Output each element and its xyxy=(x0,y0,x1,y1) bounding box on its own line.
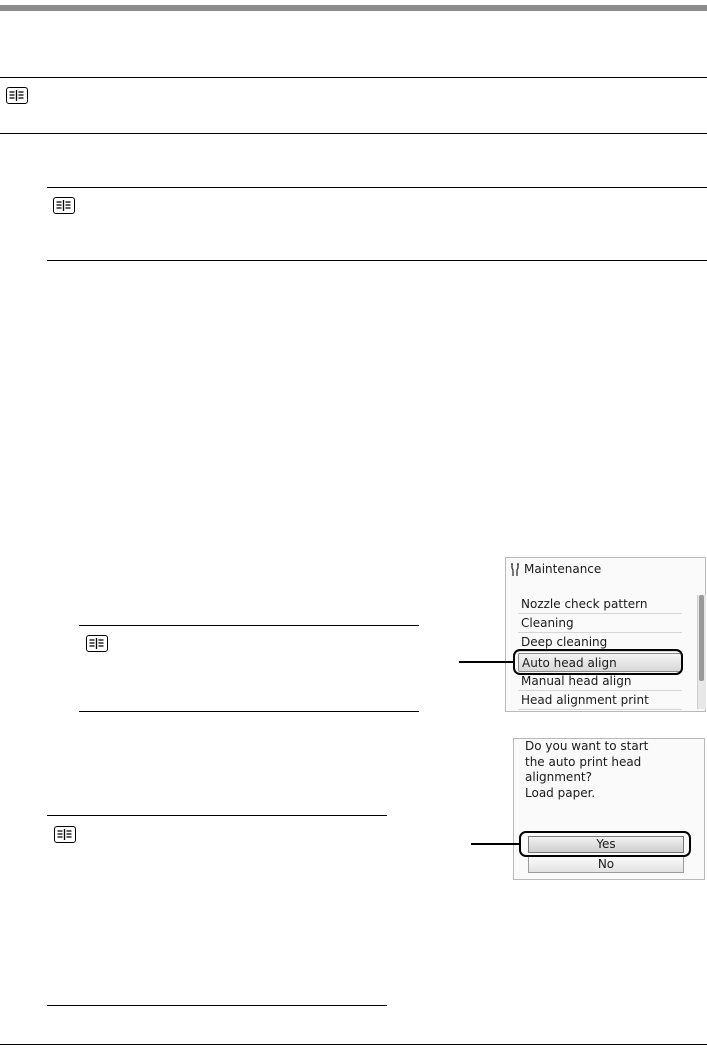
message-line: the auto print head xyxy=(525,754,642,769)
note-rule-bottom xyxy=(79,711,419,712)
confirm-message xyxy=(525,739,648,801)
note-book-icon xyxy=(86,635,108,652)
scroll-thumb[interactable] xyxy=(699,595,704,681)
note-rule-bottom xyxy=(47,260,707,261)
selection-callout xyxy=(513,649,683,675)
note-rule-top xyxy=(0,77,707,78)
menu-item-deep-cleaning[interactable]: Deep cleaning xyxy=(518,633,682,652)
note-book-icon xyxy=(53,197,75,214)
footer-rule xyxy=(0,1044,707,1045)
menu-item-nozzle-check[interactable]: Nozzle check pattern xyxy=(518,595,682,614)
note-book-icon xyxy=(54,826,76,843)
scrollbar[interactable] xyxy=(697,595,706,709)
menu-item-auto-head-align[interactable]: Auto head align xyxy=(518,653,682,672)
yes-callout xyxy=(519,831,691,857)
note-rule-bottom xyxy=(47,1005,387,1006)
note-rule-top xyxy=(47,815,387,816)
note-rule-top xyxy=(79,625,419,626)
menu-item-manual-head-align[interactable]: Manual head align xyxy=(518,672,682,691)
wrench-icon xyxy=(509,562,521,581)
note-rule-top xyxy=(47,187,707,188)
message-line: alignment? xyxy=(525,770,592,784)
note-rule-bottom xyxy=(0,133,707,134)
menu-item-head-alignment-print[interactable]: Head alignment print xyxy=(518,691,682,710)
yes-button[interactable]: Yes xyxy=(528,836,684,853)
header-band xyxy=(0,5,707,11)
message-line: Load paper. xyxy=(525,785,596,800)
callout-leader-line xyxy=(471,843,519,845)
callout-leader-line xyxy=(459,661,513,663)
confirm-screen xyxy=(513,738,705,880)
maintenance-screen xyxy=(505,557,706,712)
message-line: Do you want to start xyxy=(525,739,649,753)
note-book-icon xyxy=(6,87,28,104)
menu-item-cleaning[interactable]: Cleaning xyxy=(518,614,682,633)
screen-title: Maintenance xyxy=(524,562,602,576)
no-button[interactable]: No xyxy=(528,856,684,873)
